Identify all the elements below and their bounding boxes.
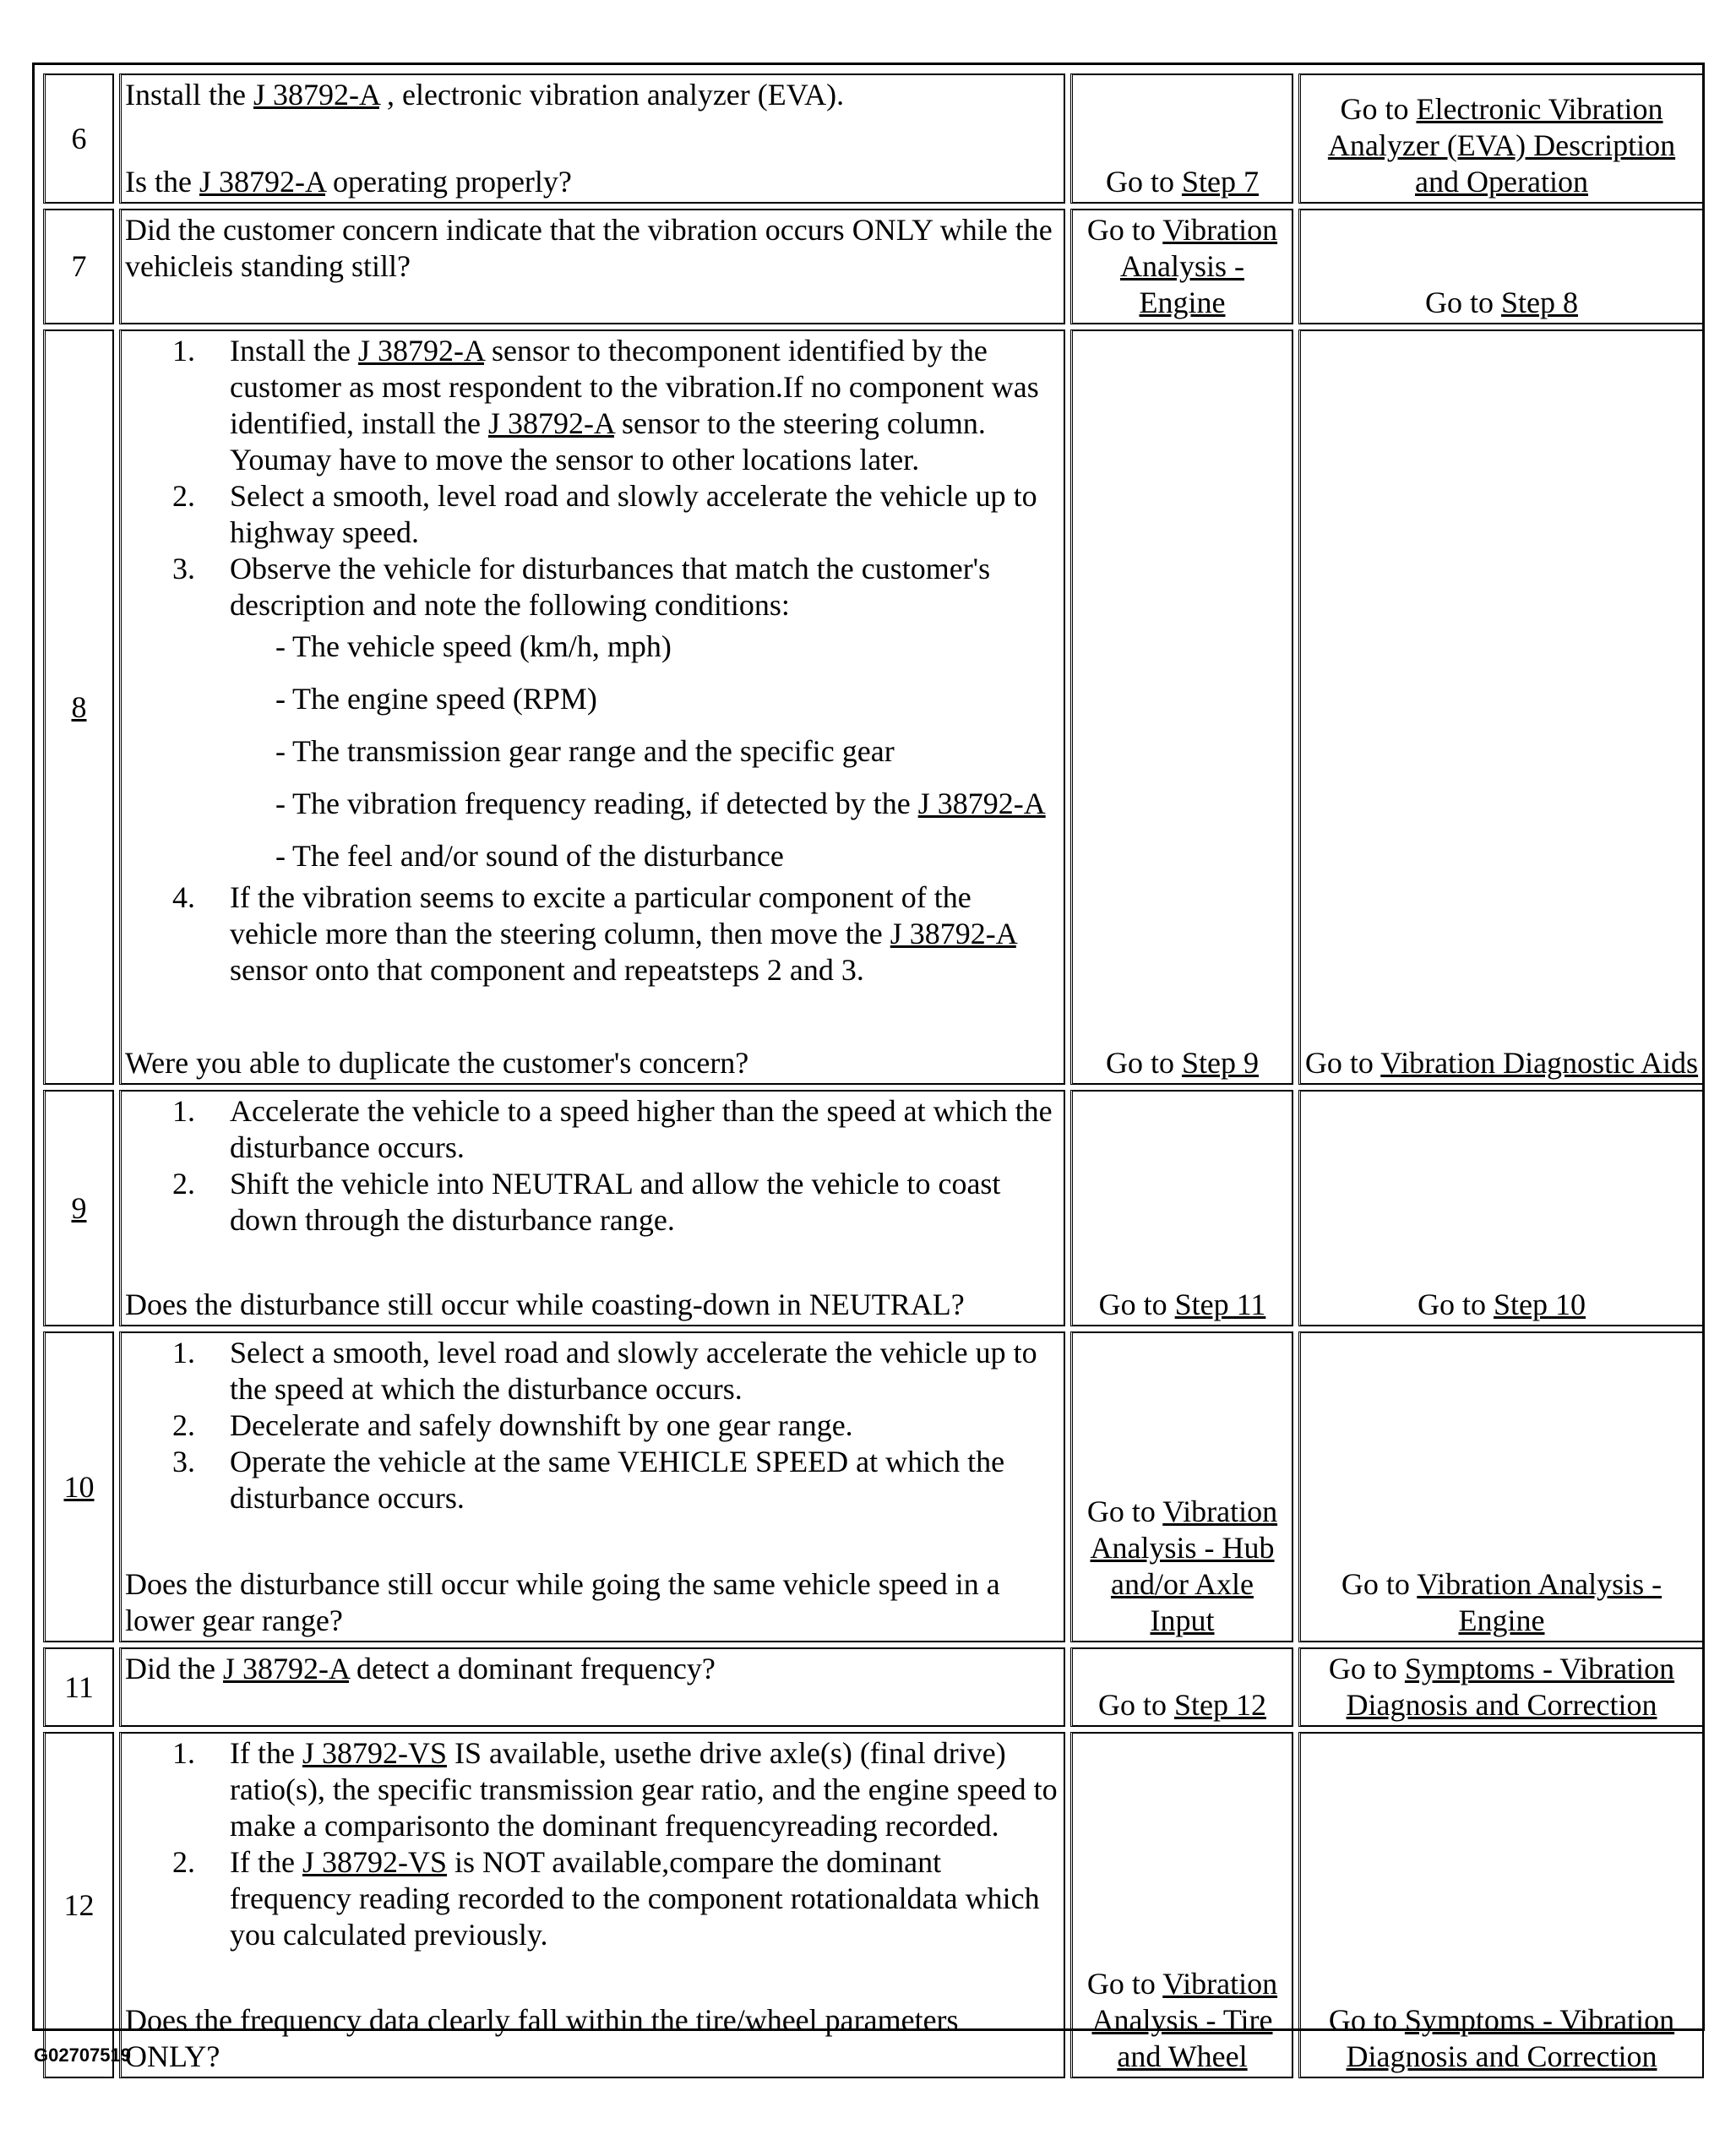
procedure-list [125,1735,1060,1953]
question-text: Were you able to duplicate the customer's concern? [125,1046,749,1080]
condition-item: - The transmission gear range and the specific gear [125,733,1060,770]
no-link[interactable]: Vibration Diagnostic Aids [1380,1046,1699,1080]
table-row [43,1732,1704,2078]
item-number: 2. [172,1408,195,1442]
list-item [125,1093,1060,1166]
go-to-text: Go to [1304,1046,1381,1080]
action-text: , electronic vibration analyzer (EVA). [378,78,845,112]
action-cell [119,74,1065,204]
step-link[interactable]: 8 [71,689,87,724]
action-cell [119,1647,1065,1727]
table-row [43,329,1704,1085]
step-number: 12 [43,1732,114,2078]
procedure-list [125,333,1060,988]
condition-item [125,786,1060,822]
no-cell [1298,1331,1704,1642]
yes-cell [1070,1732,1293,2078]
tool-link[interactable]: J 38792-A [357,334,484,368]
action-cell: Did the customer concern indicate that the vibration occurs ONLY while the vehicleis standing still? [119,209,1065,324]
item-number: 1. [172,334,195,368]
condition-item: - The feel and/or sound of the disturbance [125,838,1060,874]
go-to-text: Go to [1086,213,1163,247]
tool-link[interactable]: J 38792-A [890,917,1016,950]
diagnostic-table [38,68,1709,2083]
table-row [43,1647,1704,1727]
list-item [125,551,1060,874]
item-text: If the vibration seems to excite a particular component of the vehicle more than the steering column, then move the [230,880,971,950]
item-text: Observe the vehicle for disturbances that match the customer's description and note the following conditions: [230,552,991,622]
action-cell [119,1090,1065,1326]
no-link[interactable]: Vibration Analysis - Engine [1417,1567,1663,1637]
question-text: Does the disturbance still occur while coasting-down in NEUTRAL? [125,1288,965,1321]
item-number: 3. [172,552,195,585]
go-to-text: Go to [1341,1567,1418,1601]
item-text: Shift the vehicle into NEUTRAL and allow the vehicle to coast down through the disturbance range. [230,1167,1001,1237]
tool-link[interactable]: J 38792-A [487,406,614,440]
item-number: 3. [172,1445,195,1478]
go-to-text: Go to [1424,286,1501,319]
step-number [43,1090,114,1326]
go-to-text: Go to [1105,1046,1182,1080]
list-item [125,1335,1060,1408]
go-to-text: Go to [1086,1495,1163,1528]
no-cell [1298,1647,1704,1727]
list-item [125,879,1060,988]
go-to-text: Go to [1328,1652,1405,1685]
no-link[interactable]: Symptoms - Vibration Diagnosis and Correction [1346,1652,1675,1722]
step-link[interactable]: 10 [63,1469,95,1504]
item-text: is NOT available,compare the dominant frequency reading recorded to the component rotationaldata which you calculated previously. [230,1845,1040,1952]
no-link[interactable]: Step 10 [1493,1288,1586,1321]
step-number: 6 [43,74,114,204]
question-text: Is the [125,165,199,199]
question-text: Does the frequency data clearly fall within the tire/wheel parameters ONLY? [125,2003,959,2073]
go-to-text: Go to [1097,1688,1174,1722]
action-text: Did the [125,1652,223,1685]
item-text: sensor onto that component and repeatsteps 2 and 3. [230,953,864,987]
go-to-text: Go to [1086,1967,1163,2001]
item-number: 2. [172,1845,195,1879]
yes-link[interactable]: Vibration Analysis - Tire and Wheel [1091,1967,1278,2073]
yes-link[interactable]: Vibration Analysis - Engine [1120,213,1278,319]
procedure-list [125,1093,1060,1239]
step-number: 7 [43,209,114,324]
yes-link[interactable]: Step 12 [1173,1688,1266,1722]
yes-cell [1070,1090,1293,1326]
list-item [125,1735,1060,1844]
list-item [125,1166,1060,1239]
tool-link[interactable]: J 38792-VS [302,1845,447,1879]
item-text: If the [230,1845,302,1879]
list-item [125,333,1060,478]
action-text: detect a dominant frequency? [349,1652,716,1685]
item-number: 1. [172,1336,195,1369]
item-number: 2. [172,479,195,513]
list-item [125,1844,1060,1953]
action-cell [119,329,1065,1085]
item-text: Select a smooth, level road and slowly accelerate the vehicle up to highway speed. [230,479,1037,549]
table-row [43,209,1704,324]
item-number: 1. [172,1736,195,1770]
no-cell [1298,209,1704,324]
condition-text: The vibration frequency reading, if detected by the [292,787,918,820]
tool-link[interactable]: J 38792-A [917,787,1046,820]
no-link[interactable]: Electronic Vibration Analyzer (EVA) Description and Operation [1327,92,1676,199]
tool-link[interactable]: J 38792-A [253,78,379,112]
no-cell [1298,1090,1704,1326]
yes-cell [1070,1647,1293,1727]
item-number: 1. [172,1094,195,1128]
yes-link[interactable]: Vibration Analysis - Hub and/or Axle Input [1090,1495,1278,1637]
no-link[interactable]: Step 8 [1500,286,1578,319]
go-to-text: Go to [1417,1288,1494,1321]
item-text: IS available, usethe drive axle(s) (final drive) ratio(s), the specific transmission gear ratio, and the engine speed to make a comparisonto the dominant frequencyreading recorded. [230,1736,1058,1843]
item-number: 4. [172,880,195,914]
tool-link[interactable]: J 38792-A [222,1652,349,1685]
procedure-list [125,1335,1060,1516]
step-number: 11 [43,1647,114,1727]
item-text: sensor to thecomponent identified by the customer as most respondent to the vibration.If no component was identified, install the [230,334,1039,440]
tool-link[interactable]: J 38792-VS [302,1736,447,1770]
question-text: Does the disturbance still occur while going the same vehicle speed in a lower gear range? [125,1567,1000,1637]
yes-cell [1070,74,1293,204]
item-text: Accelerate the vehicle to a speed higher than the speed at which the disturbance occurs. [230,1094,1053,1164]
action-cell [119,1732,1065,2078]
figure-id: G02707519 [34,2045,131,2066]
item-text: Operate the vehicle at the same VEHICLE SPEED at which the disturbance occurs. [230,1445,1005,1515]
item-number: 2. [172,1167,195,1201]
condition-item: - The engine speed (RPM) [125,681,1060,717]
yes-link[interactable]: Step 9 [1181,1046,1259,1080]
item-text: If the [230,1736,302,1770]
action-text: Install the [125,78,253,112]
yes-cell [1070,209,1293,324]
item-text: Select a smooth, level road and slowly accelerate the vehicle up to the speed at which the disturbance occurs. [230,1336,1037,1406]
yes-cell [1070,1331,1293,1642]
step-number [43,1331,114,1642]
tool-link[interactable]: J 38792-A [199,165,325,199]
item-text: sensor to the steering column. Youmay have to move the sensor to other locations later. [230,406,986,476]
no-link[interactable]: Symptoms - Vibration Diagnosis and Correction [1346,2003,1675,2073]
list-item [125,478,1060,551]
no-cell [1298,329,1704,1085]
go-to-text: Go to [1105,165,1182,199]
no-cell [1298,1732,1704,2078]
list-item [125,1408,1060,1444]
table-row [43,1090,1704,1326]
table-row [43,74,1704,204]
item-text: Decelerate and safely downshift by one gear range. [230,1408,853,1442]
go-to-text: Go to [1340,92,1417,126]
step-number [43,329,114,1085]
go-to-text: Go to [1328,2003,1405,2037]
yes-cell [1070,329,1293,1085]
list-item [125,1444,1060,1516]
table-row [43,1331,1704,1642]
action-cell [119,1331,1065,1642]
no-cell [1298,74,1704,204]
step-link[interactable]: 9 [71,1190,87,1225]
question-text: operating properly? [325,165,572,199]
yes-link[interactable]: Step 7 [1181,165,1259,199]
condition-item: - The vehicle speed (km/h, mph) [125,629,1060,665]
yes-link[interactable]: Step 11 [1174,1288,1266,1321]
go-to-text: Go to [1098,1288,1175,1321]
conditions-list [230,629,1060,874]
item-text: Install the [230,334,358,368]
